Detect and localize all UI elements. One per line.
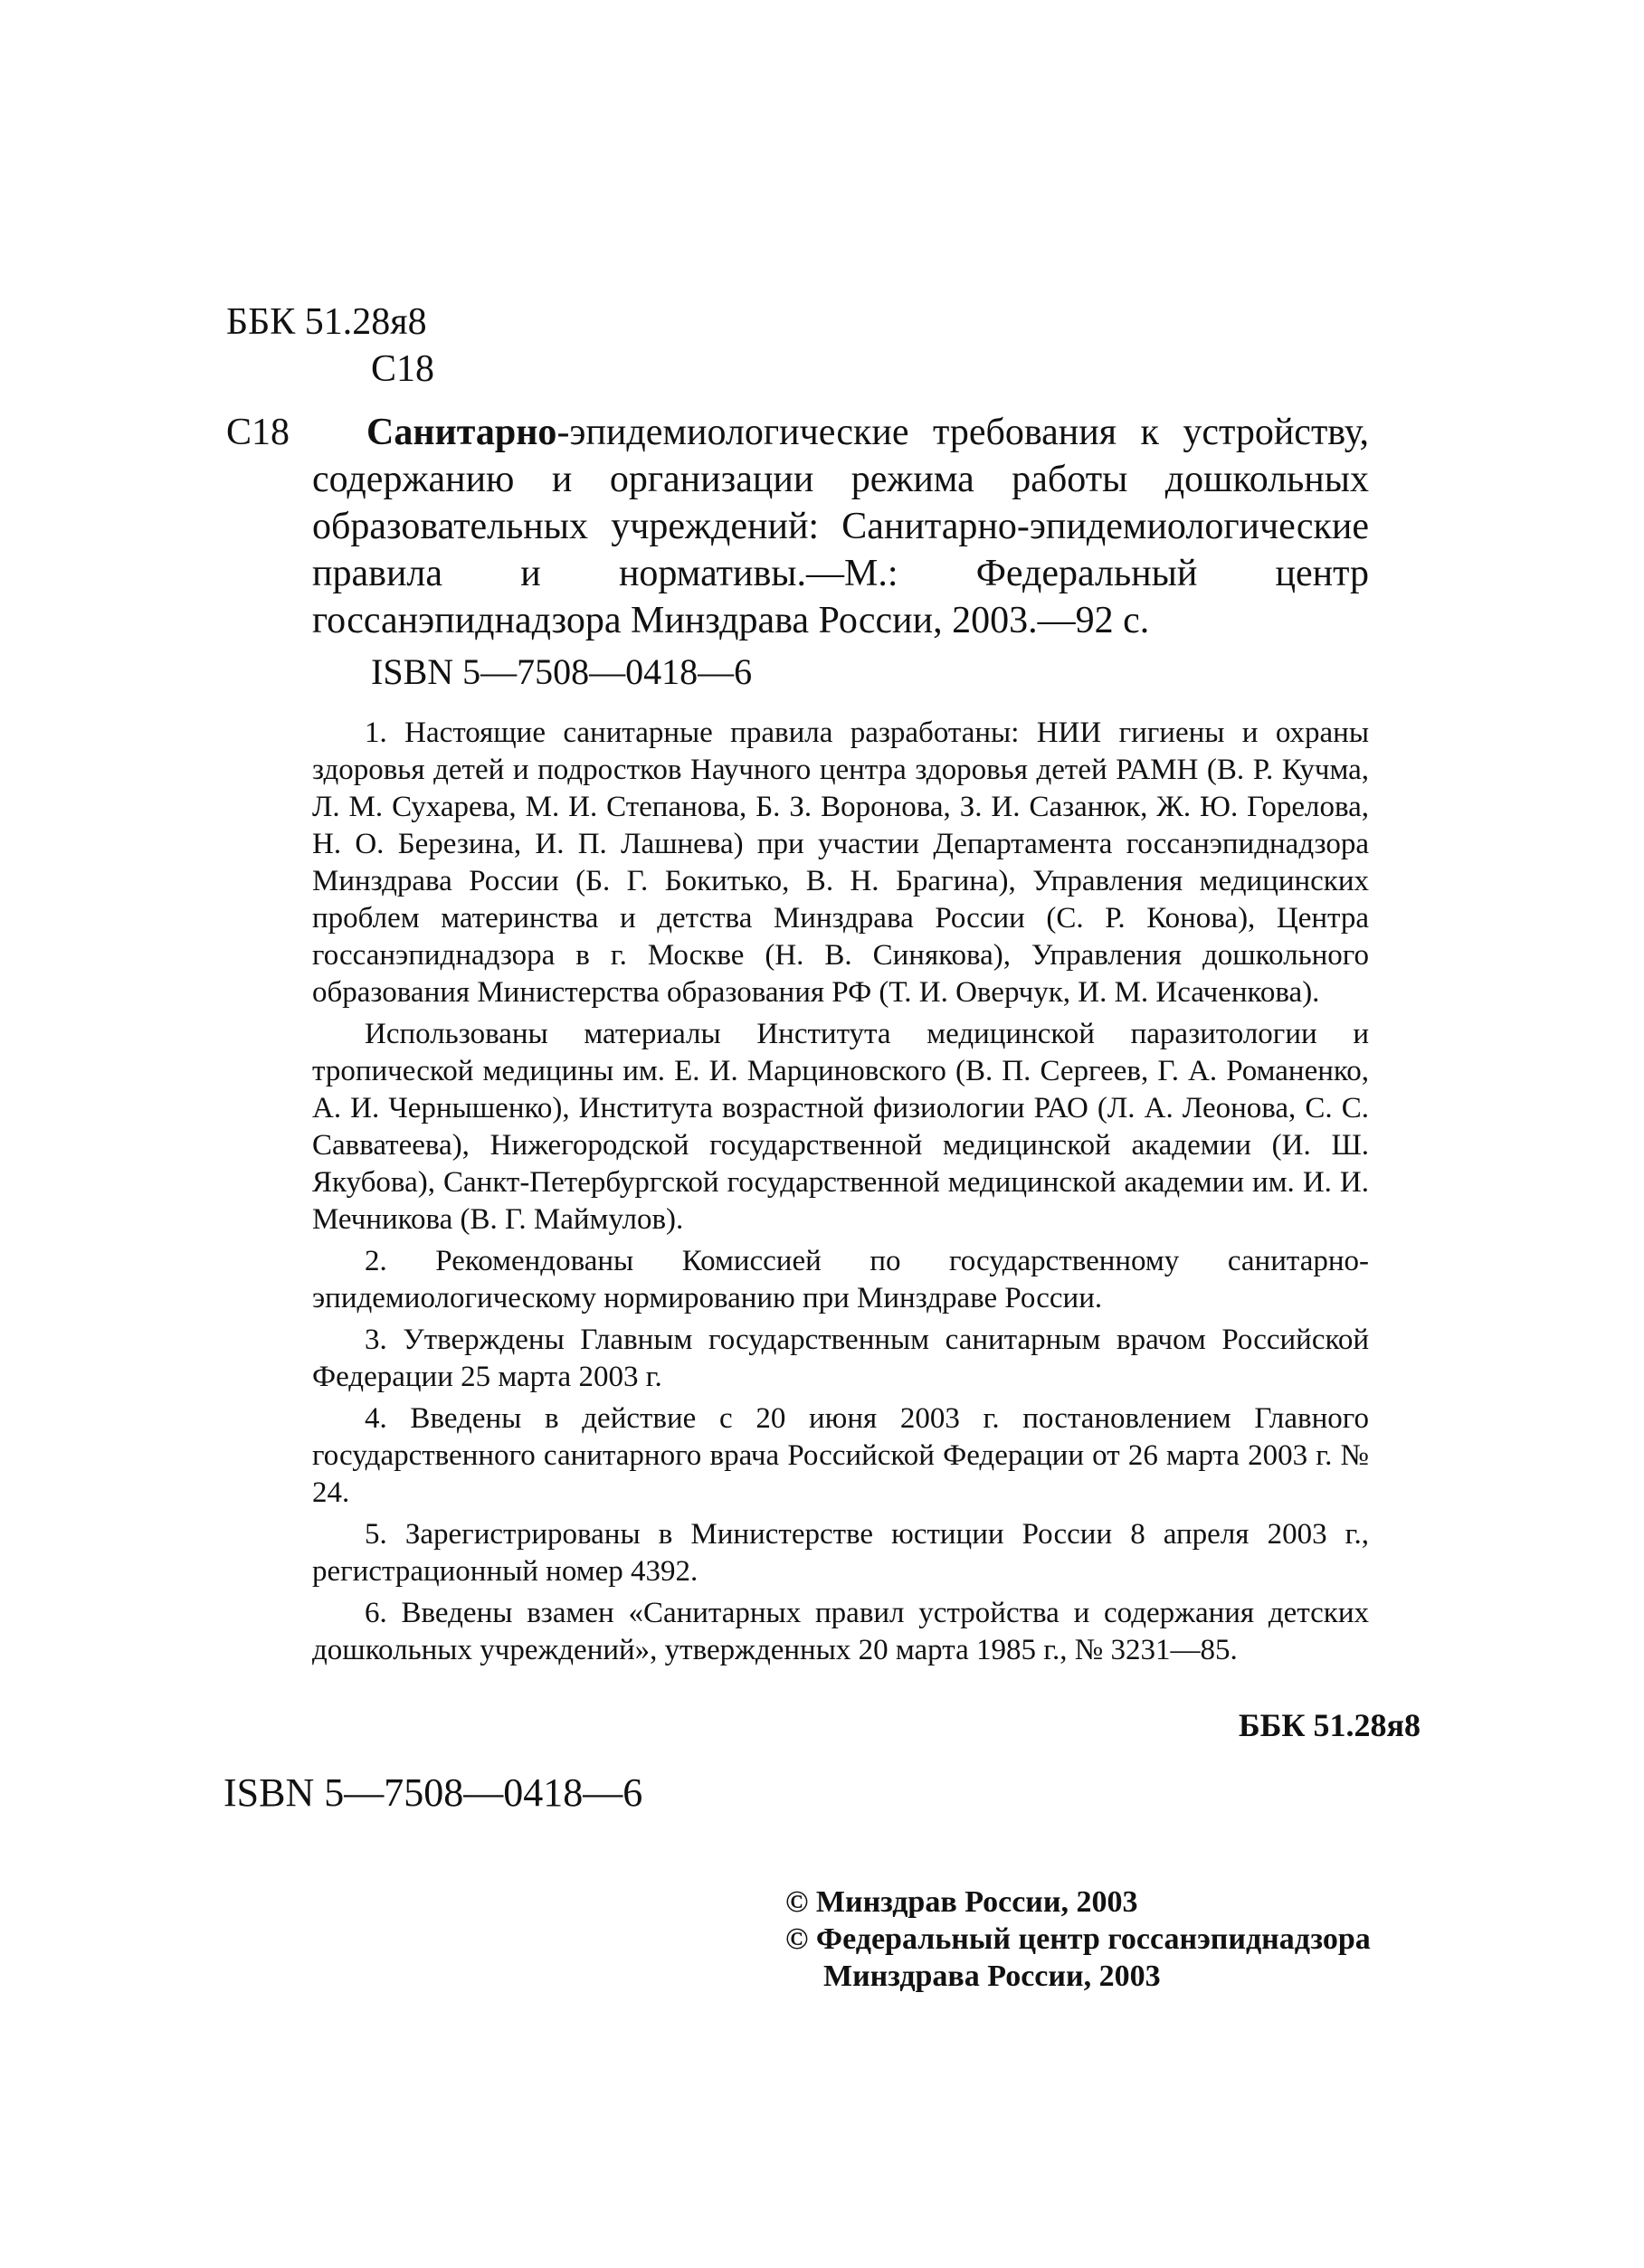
note-developers: 1. Настоящие санитарные правила разработаны: НИИ гигиены и охраны здоровья детей и подростков Научного центра здоровья детей РАМН (В. Р. Кучма, Л. М. Сухарева, М. И. Степанова, Б. З. Воронова, З. И. Сазанюк, Ж. Ю. Горелова, Н. О. Березина, И. П. Лашнева) при участии Департамента госсанэпиднадзора Минздрава России (Б. Г. Бокитько, В. Н. Брагина), Управления медицинских проблем материнства и детства Минздрава России (С. Р. Конова), Центра госсанэпиднадзора в г. Москве (Н. В. Синякова), Управления дошкольного образования Министерства образования РФ (Т. И. Оверчук, И. М. Исаченкова). [312,716,1369,1009]
bbk-code-top: ББК 51.28я8 [226,301,427,343]
note-registered: 5. Зарегистрированы в Министерстве юстиции России 8 апреля 2003 г., регистрационный номер 4392. [312,1518,1369,1588]
title-rest: -эпидемиологические требования к устройству, содержанию и организации режима работы дошкольных образовательных учреждений: Санитарно-эпидемиологические правила и нормативы.—М.: Федеральный центр госсанэпиднадзора Минздрава России, 2003.—92 с. [312,412,1369,641]
note-enacted: 4. Введены в действие с 20 июня 2003 г. постановлением Главного государственного санитарного врача Российской Федерации от 26 марта 2003 г. № 24. [312,1402,1369,1509]
author-sign-top: С18 [371,348,435,390]
copyright-center-continued: Минздрава России, 2003 [823,1960,1161,1993]
copyright-center: © Федеральный центр госсанэпиднадзора [785,1922,1371,1956]
copyright-block [785,1884,1371,1995]
note-recommended: 2. Рекомендованы Комиссией по государственному санитарно-эпидемиологическому нормированию при Минздраве России. [312,1245,1369,1314]
note-approved: 3. Утверждены Главным государственным санитарным врачом Российской Федерации 25 марта 2003 г. [312,1324,1369,1393]
bbk-code-bottom: ББК 51.28я8 [1238,1707,1421,1743]
note-replaces: 6. Введены взамен «Санитарных правил устройства и содержания детских дошкольных учреждений», утвержденных 20 марта 1985 г., № 3231—85. [312,1597,1369,1666]
notes-block [312,715,1369,1674]
note-materials: Использованы материалы Института медицинской паразитологии и тропической медицины им. Е. И. Марциновского (В. П. Сергеев, Г. А. Романенко, А. И. Чернышенко), Института возрастной физиологии РАО (Л. А. Леонова, С. С. Савватеева), Нижегородской государственной медицинской академии (И. Ш. Якубова), Санкт-Петербургской государственной медицинской академии им. И. И. Мечникова (В. Г. Маймулов). [312,1018,1369,1236]
title-lead: Санитарно [366,412,557,453]
isbn-main: ISBN 5—7508—0418—6 [223,1770,643,1815]
entry-isbn: ISBN 5—7508—0418—6 [371,651,753,692]
entry-code: С18 [226,412,290,453]
bibliographic-description [312,409,1369,644]
copyright-ministry: © Минздрав России, 2003 [785,1885,1138,1919]
